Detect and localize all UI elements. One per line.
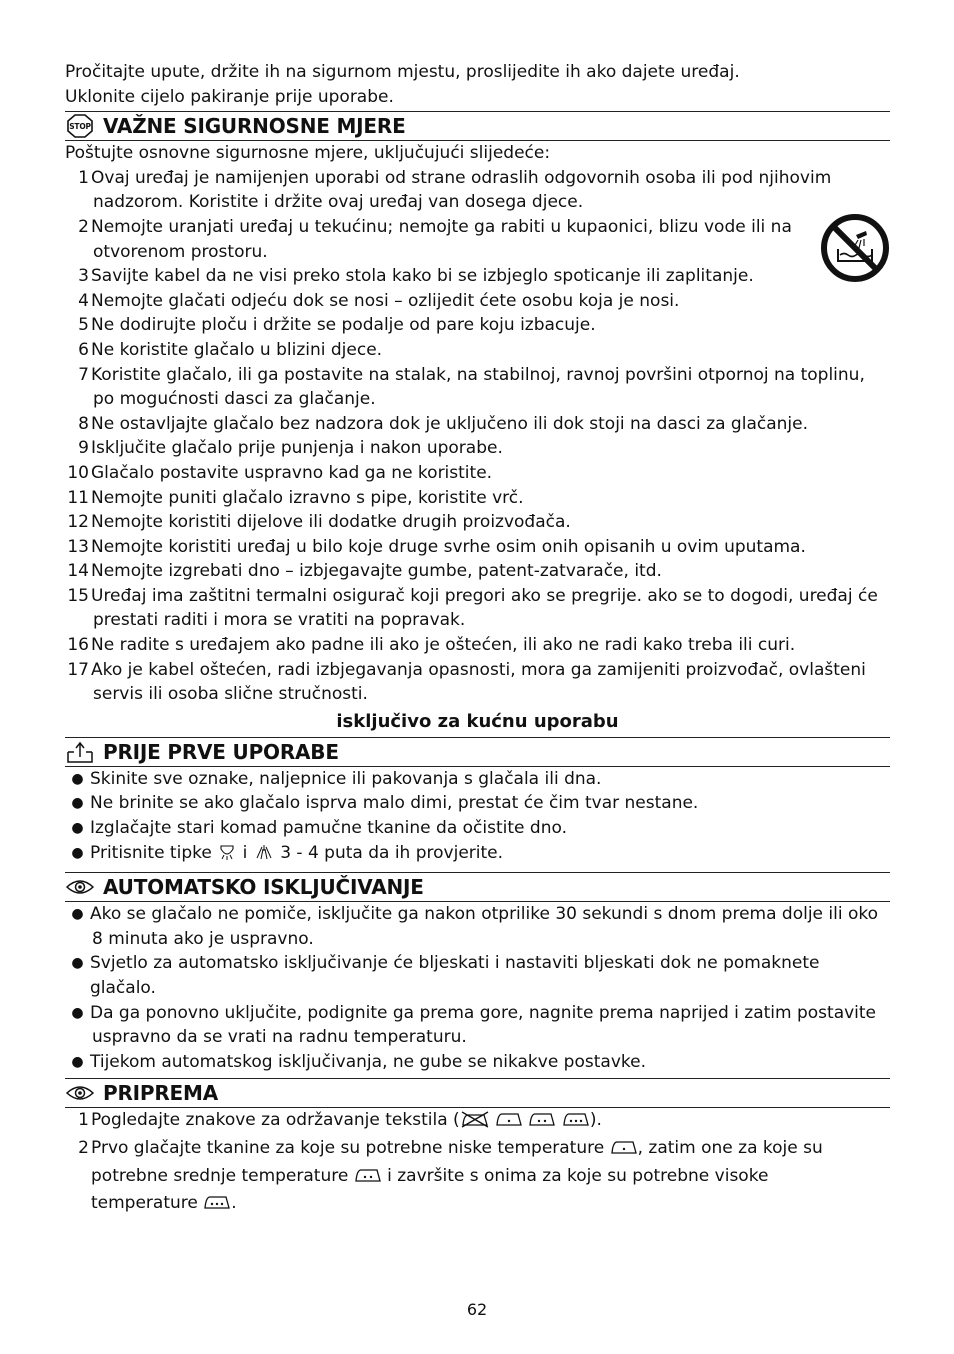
spray-button-icon <box>253 843 275 869</box>
prep-item-1-text: Pogledajte znakove za održavanje tekstila ( <box>91 1110 460 1131</box>
item-text-line: po mogućnosti dasci za glačanje. <box>93 389 376 410</box>
safety-list <box>65 166 890 707</box>
item-text-line: Ovaj uređaj je namijenjen uporabi od strane odraslih odgovornih osoba ili pod njihovim <box>91 167 832 188</box>
item-number: 2 <box>78 216 89 237</box>
iron-high-icon <box>562 1110 590 1136</box>
item-text <box>90 633 890 658</box>
safety-item <box>65 510 890 535</box>
item-number: 5 <box>78 315 89 336</box>
first-use-list <box>65 767 890 841</box>
item-text-line: prestati raditi i mora se vratiti na popravak. <box>93 610 466 631</box>
bullet-text: Ne brinite se ako glačalo isprva malo dimi, prestat će čim tvar nestane. <box>90 793 699 814</box>
bullet-dot: ● <box>71 820 84 837</box>
item-number: 14 <box>67 561 89 582</box>
prep-item-1 <box>65 1108 890 1136</box>
item-text-line: Ne koristite glačalo u blizini djece. <box>91 339 383 360</box>
prep-item-1-end: ). <box>589 1110 602 1131</box>
item-number: 2 <box>78 1137 89 1158</box>
eye-icon <box>65 875 95 899</box>
item-number: 7 <box>78 364 89 385</box>
unpack-icon <box>65 740 95 764</box>
item-text <box>90 363 890 412</box>
iron-medium-icon <box>354 1166 382 1192</box>
item-text-line: Ako je kabel oštećen, radi izbjegavanja opasnosti, mora ga zamijeniti proizvođač, ovlašteni <box>91 659 866 680</box>
first-use-last-a: Pritisnite tipke <box>90 842 212 863</box>
item-text-line: Glačalo postavite uspravno kad ga ne koristite. <box>91 462 493 483</box>
bullet-dot: ● <box>71 906 84 923</box>
prep-title: PRIPREMA <box>103 1081 219 1106</box>
prep-item-2-l1b: , zatim one za koje su <box>637 1137 823 1158</box>
safety-item <box>65 584 890 633</box>
auto-off-heading <box>65 872 890 902</box>
safety-item <box>65 313 890 338</box>
safety-heading <box>65 111 890 141</box>
prep-item-2-l3a: temperature <box>91 1193 198 1214</box>
item-text-line: Nemojte puniti glačalo izravno s pipe, koristite vrč. <box>91 487 524 508</box>
item-text <box>90 166 890 215</box>
bullet-text: Skinite sve oznake, naljepnice ili pakovanja s glačala ili dna. <box>90 768 602 789</box>
item-text <box>90 289 890 314</box>
item-number: 4 <box>78 290 89 311</box>
safety-item <box>65 486 890 511</box>
item-number: 9 <box>78 438 89 459</box>
safety-item <box>65 289 890 314</box>
item-text-line: Ne radite s uređajem ako padne ili ako je oštećen, ili ako ne radi kako treba ili curi. <box>91 635 796 656</box>
item-number: 12 <box>67 512 89 533</box>
list-item <box>65 791 890 816</box>
item-text <box>90 412 890 437</box>
bullet-text <box>90 1050 890 1075</box>
bullet-text: Izglačajte stari komad pamučne tkanine da očistite dno. <box>90 818 567 839</box>
iron-low-icon <box>495 1110 523 1136</box>
item-text <box>90 264 890 289</box>
iron-high-icon <box>203 1193 231 1219</box>
page-number: 62 <box>466 1300 488 1319</box>
item-number: 17 <box>67 659 89 680</box>
iron-low-icon <box>610 1138 638 1164</box>
svg-text:STOP: STOP <box>69 122 91 132</box>
first-use-last-b: i <box>242 842 248 863</box>
safety-item <box>65 633 890 658</box>
bullet-text-line: Svjetlo za automatsko isključivanje će bljeskati i nastaviti bljeskati dok ne pomaknete glačalo. <box>90 953 820 998</box>
item-text <box>90 510 890 535</box>
item-text-line: Nemojte izgrebati dno – izbjegavajte gumbe, patent-zatvarače, itd. <box>91 561 662 582</box>
list-item <box>65 951 890 1000</box>
safety-title: VAŽNE SIGURNOSNE MJERE <box>103 114 406 139</box>
item-text <box>90 559 890 584</box>
item-text-line: Nemojte glačati odjeću dok se nosi – ozlijedit ćete osobu koja je nosi. <box>91 290 680 311</box>
list-item <box>65 1050 890 1075</box>
prep-item-2-l1a: Prvo glačajte tkanine za koje su potrebne niske temperature <box>91 1137 605 1158</box>
no-iron-icon <box>460 1110 490 1136</box>
list-item <box>65 841 890 869</box>
item-number: 1 <box>78 167 89 188</box>
iron-medium-icon <box>528 1110 556 1136</box>
list-item <box>65 902 890 951</box>
bullet-dot: ● <box>71 795 84 812</box>
item-number: 15 <box>67 585 89 606</box>
item-number: 1 <box>78 1110 89 1131</box>
prep-item-2-l2a: potrebne srednje temperature <box>91 1165 349 1186</box>
bullet-dot: ● <box>71 770 84 787</box>
item-text-line: Ne ostavljajte glačalo bez nadzora dok je uključeno ili dok stoji na dasci za glačanje. <box>91 413 808 434</box>
list-item <box>65 767 890 792</box>
safety-item <box>65 436 890 461</box>
intro-line-2: Uklonite cijelo pakiranje prije uporabe. <box>65 86 394 107</box>
safety-lead: Poštujte osnovne sigurnosne mjere, uključujući slijedeće: <box>65 143 551 164</box>
intro-line-1: Pročitajte upute, držite ih na sigurnom mjestu, proslijedite ih ako dajete uređaj. <box>65 62 740 82</box>
auto-off-title: AUTOMATSKO ISKLJUČIVANJE <box>103 875 424 900</box>
item-text-line: servis ili osoba slične stručnosti. <box>93 684 368 705</box>
safety-item <box>65 264 890 289</box>
item-text <box>90 338 890 363</box>
item-number: 13 <box>67 536 89 557</box>
bullet-text-line: uspravno da se vrati na radnu temperaturu. <box>92 1027 467 1048</box>
bullet-dot: ● <box>71 1053 84 1070</box>
bullet-text-line: Ako se glačalo ne pomiče, isključite ga nakon otprilike 30 sekundi s dnom prema dolje ili oko <box>90 904 879 925</box>
auto-off-list <box>65 902 890 1074</box>
item-text-line: Savijte kabel da ne visi preko stola kako bi se izbjeglo spoticanje ili zaplitanje. <box>91 266 754 287</box>
item-text <box>90 436 890 461</box>
bullet-text <box>90 902 890 951</box>
intro <box>65 60 890 109</box>
item-text-line: Koristite glačalo, ili ga postavite na stalak, na stabilnoj, ravnoj površini otpornoj na toplinu, <box>91 364 865 385</box>
item-text <box>90 461 890 486</box>
bullet-dot: ● <box>71 844 84 861</box>
first-use-title: PRIJE PRVE UPORABE <box>103 739 339 764</box>
item-number: 10 <box>67 462 89 483</box>
bullet-text-line: Da ga ponovno uključite, podignite ga prema gore, nagnite prema naprijed i zatim postavite <box>90 1002 877 1023</box>
safety-item <box>65 215 890 264</box>
item-text-line: Nemojte koristiti uređaj u bilo koje druge svrhe osim onih opisanih u ovim uputama. <box>91 536 806 557</box>
list-item <box>65 1001 890 1050</box>
item-text <box>90 486 890 511</box>
eye-icon <box>65 1081 95 1105</box>
item-text <box>90 658 890 707</box>
safety-item <box>65 658 890 707</box>
item-text <box>90 535 890 560</box>
item-text <box>90 584 890 633</box>
first-use-last-c: 3 - 4 puta da ih provjerite. <box>280 842 504 863</box>
item-text <box>90 215 890 264</box>
item-text-line: otvorenom prostoru. <box>93 241 268 262</box>
bullet-dot: ● <box>71 1004 84 1021</box>
no-water-icon <box>820 213 890 283</box>
bullet-text-line: Tijekom automatskog isključivanja, ne gube se nikakve postavke. <box>90 1051 646 1072</box>
safety-item <box>65 559 890 584</box>
item-number: 16 <box>67 635 89 656</box>
item-number: 6 <box>78 339 89 360</box>
prep-item-2-l3b: . <box>231 1193 237 1214</box>
first-use-heading <box>65 737 890 767</box>
item-text <box>90 313 890 338</box>
safety-item <box>65 461 890 486</box>
item-text-line: Ne dodirujte ploču i držite se podalje od pare koju izbacuje. <box>91 315 596 336</box>
safety-item <box>65 535 890 560</box>
safety-item <box>65 166 890 215</box>
item-text-line: nadzorom. Koristite i držite ovaj uređaj van dosega djece. <box>93 192 584 213</box>
bullet-text <box>90 1001 890 1050</box>
item-number: 3 <box>78 266 89 287</box>
prep-item-2 <box>65 1136 890 1219</box>
steam-shot-button-icon <box>217 843 237 869</box>
prep-heading <box>65 1078 890 1108</box>
item-text-line: Isključite glačalo prije punjenja i nakon uporabe. <box>91 438 503 459</box>
item-number: 8 <box>78 413 89 434</box>
item-text-line: Nemojte uranjati uređaj u tekućinu; nemojte ga rabiti u kupaonici, blizu vode ili na <box>91 216 792 237</box>
bullet-text-line: 8 minuta ako je uspravno. <box>92 928 314 949</box>
household-use-note: isključivo za kućnu uporabu <box>336 710 619 732</box>
bullet-text <box>90 951 890 1000</box>
safety-item <box>65 363 890 412</box>
item-text-line: Nemojte koristiti dijelove ili dodatke drugih proizvođača. <box>91 512 571 533</box>
item-text-line: Uređaj ima zaštitni termalni osigurač koji pregori ako se pregrije. ako se to dogodi, uređaj će <box>91 585 878 606</box>
list-item <box>65 816 890 841</box>
item-number: 11 <box>67 487 89 508</box>
bullet-dot: ● <box>71 955 84 972</box>
page-content <box>65 60 890 1219</box>
safety-item <box>65 338 890 363</box>
stop-icon <box>65 114 95 138</box>
safety-item <box>65 412 890 437</box>
prep-item-2-l2b: i završite s onima za koje su potrebne visoke <box>387 1165 769 1186</box>
